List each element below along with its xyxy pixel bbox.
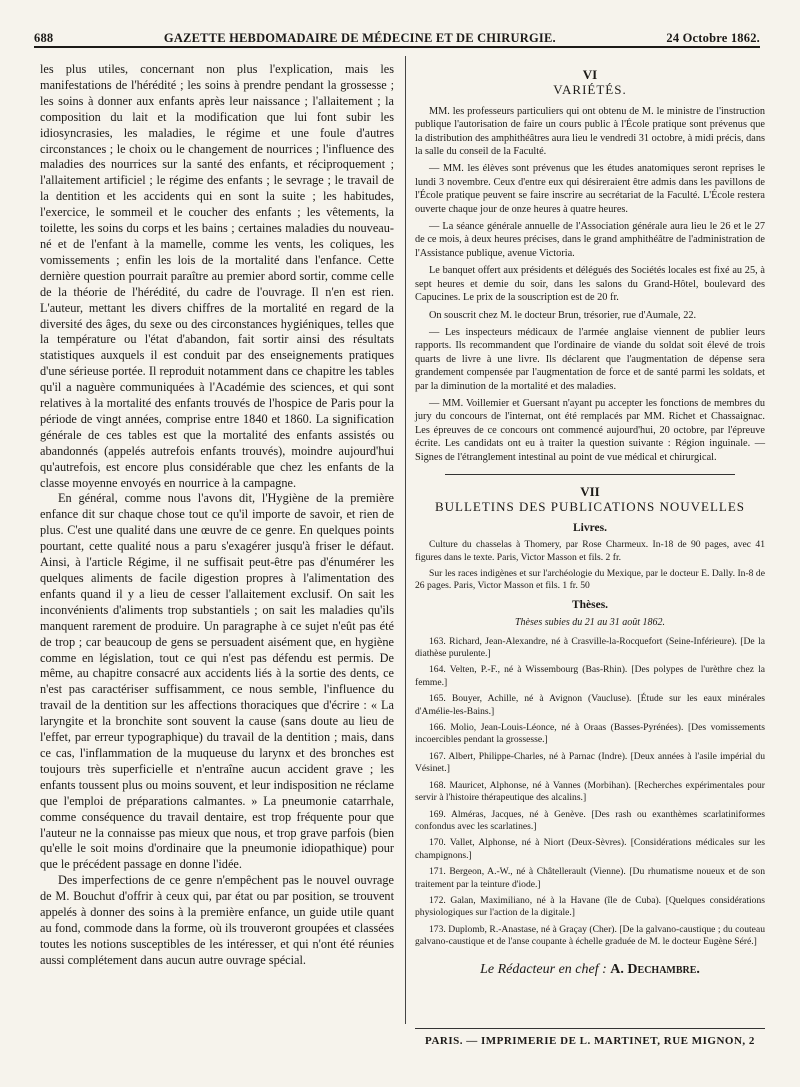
thesis-entry: 166. Molio, Jean-Louis-Léonce, né à Oraas (Basses-Pyrénées). [Des vomissements incoercibles pendant la grossesse.] xyxy=(415,722,765,746)
column-divider xyxy=(405,56,406,1024)
left-paragraph-3: Des imperfections de ce genre n'empêchent pas le nouvel ouvrage de M. Bouchut d'offrir à ceux qui, par état ou par position, se trouvent appelés à donner des soins à la première enfance, un guide utile quant au fond, commode dans la forme, où ils trouveront groupées et classées toutes les notions susceptibles de les intéresser, et qui n'ont été réunies aussi complétement dans aucun autre ouvrage spécial. xyxy=(40,873,394,967)
varietes-paragraph: Le banquet offert aux présidents et délégués des Sociétés locales est fixé au 25, à sept heures et demie du soir, dans les salons du Grand-Hôtel, boulevard des Capucines. Le prix de la souscription est de 20 fr. xyxy=(415,265,765,304)
section-6-title: VARIÉTÉS. xyxy=(553,82,627,98)
printer-imprint: PARIS. — IMPRIMERIE DE L. MARTINET, RUE MIGNON, 2 xyxy=(415,1028,765,1047)
left-paragraph-1: les plus utiles, concernant non plus l'explication, mais les manifestations de l'hérédité ; les soins à prendre pendant la grossesse ; les soins à donner aux enfants après leur naissance ; l'allaitement ; la composition du lait et la modification que lui font subir les idiosyncrasies, les maladies, le régime et une foule d'autres circonstances ; le choix ou le changement de nourrices ; l'influence des maladies des nourrices sur la santé des enfants, et réciproquement ; l'allaitement artificiel ; le régime des enfants ; le sevrage ; le travail de la dentition et les accidents qui en sont la suite ; les habitudes, l'exercice, le sommeil et le coucher des enfants ; les vêtements, la toilette, les soins du corps et les bains ; certaines maladies du nouveau-né et de l'enfant à la mamelle, comme les vents, les coliques, les vomissements ; enfin les lois de la mortalité dans l'enfance. Cette dernière question pourrait paraître au premier abord sortir, comme celle de la théorie de l'hérédité, du cadre de l'ouvrage. Il n'en est rien. L'auteur, mettant les divers chiffres de la mortalité en regard de la diversité des âges, du sexe ou des circonstances hygiéniques, telles que la température ou l'état d'abandon, fait sortir ainsi des résultats statistiques auxquels il est conduit par des enseignements pratiques d'une sérieuse portée. Il reproduit notamment dans ce chapitre les tables qu'il a naguère communiquées à l'Académie des sciences, et qui sont relatives à la mortalité des enfants trouvés de l'hospice de Paris pour la période de vingt années, comprise entre 1840 et 1860. La signification générale de ces tables est que la mortalité des enfants assistés ou abandonnés (appelés autrefois enfants trouvés), moindre aujourd'hui qu'autrefois, est encore plus considérable que chez les enfants de la classe moyenne envoyés en nourrice à la campagne. xyxy=(40,62,394,490)
thesis-entry: 173. Duplomb, R.-Anastase, né à Graçay (Cher). [De la galvano-caustique ; du couteau galvano-caustique et de l'anse coupante à échelle graduée de M. le docteur Eugène Séré.] xyxy=(415,923,765,948)
editor-signature xyxy=(415,963,765,976)
page-number: 688 xyxy=(34,31,54,45)
thesis-entry: 163. Richard, Jean-Alexandre, né à Crasville-la-Rocquefort (Seine-Inférieure). [De la diathèse purulente.] xyxy=(415,635,765,660)
section-rule xyxy=(445,474,735,475)
section-7-number: VII xyxy=(580,483,600,499)
thesis-entry: 170. Vallet, Alphonse, né à Niort (Deux-Sèvres). [Considérations médicales sur les champignons.] xyxy=(415,837,765,861)
thesis-entry: 169. Alméras, Jacques, né à Genève. [Des rash ou exanthèmes scarlatiniformes confondus avec les scarlatines.] xyxy=(415,808,765,832)
varietes-paragraph: — La séance générale annuelle de l'Association générale aura lieu le 26 et le 27 de ce mois, à deux heures précises, dans le grand amphithéâtre de l'administration de l'Assistance publique, avenue Victoria. xyxy=(415,221,765,259)
theses-subheading: Thèses subies du 21 au 31 août 1862. xyxy=(515,617,665,629)
section-6-number: VI xyxy=(582,67,598,82)
thesis-entry: 171. Bergeon, A.-W., né à Châtellerault (Vienne). [Du rhumatisme noueux et de son traitement par la teinture d'iode.] xyxy=(415,866,765,890)
thesis-entry: 172. Galan, Maximiliano, né à la Havane (île de Cuba). [Quelques considérations physiologiques sur l'action de la digitale.] xyxy=(415,894,765,919)
varietes-paragraph: MM. les professeurs particuliers qui ont obtenu de M. le ministre de l'instruction publique l'autorisation de faire un cours public à l'École pratique sont prévenus que la distribution des amphithéâtres aura lieu le vendredi 31 octobre, à midi précis, dans la salle du conseil de la Faculté. xyxy=(415,105,765,158)
section-7-title: BULLETINS DES PUBLICATIONS NOUVELLES xyxy=(434,499,746,515)
issue-date: 24 Octobre 1862. xyxy=(666,31,760,45)
left-column xyxy=(40,62,394,969)
journal-title: GAZETTE HEBDOMADAIRE DE MÉDECINE ET DE CHIRURGIE. xyxy=(163,31,556,45)
right-column xyxy=(415,62,765,976)
varietes-paragraph: — Les inspecteurs médicaux de l'armée anglaise viennent de publier leurs rapports. Ils recommandent que l'ordinaire de viande du soldat soit élevé de trois quarts de livre à une livre. Ils déclarent que l'augmentation de dépense sera grandement compensée par l'augmentation de force et de santé parmi les soldats, et par la diminution de la mortalité et des maladies. xyxy=(415,326,765,392)
editor-label: Le Rédacteur en chef : xyxy=(480,961,607,977)
editor-name: A. Dechambre. xyxy=(610,961,700,977)
book-entry: Sur les races indigènes et sur l'archéologie du Mexique, par le docteur E. Dally. In-8 de 26 pages. Paris, Victor Masson et fils. 1 fr. 50 xyxy=(415,568,765,592)
varietes-paragraph: — MM. Voillemier et Guersant n'ayant pu accepter les fonctions de membres du jury du concours de l'internat, ont été remplacés par MM. Richet et Chassaignac. Les épreuves de ce concours ont commencé aujourd'hui, 20 octobre, par l'épreuve écrite. Les candidats ont eu à traiter la question suivante : Région inguinale. — Signes de l'étranglement intestinal au point de vue médical et chirurgical. xyxy=(415,397,765,463)
thesis-entry: 165. Bouyer, Achille, né à Avignon (Vaucluse). [Étude sur les eaux minérales d'Amélie-les-Bains.] xyxy=(415,693,765,717)
varietes-paragraph: — MM. les élèves sont prévenus que les études anatomiques seront reprises le lundi 3 novembre. Ceux d'entre eux qui désireraient être admis dans les pavillons de l'École pratique peuvent se faire inscrire au secrétariat de la Faculté. L'École restera ouverte chaque jour de onze heures à quatre heures. xyxy=(415,163,765,215)
books-heading: Livres. xyxy=(573,521,607,534)
thesis-entry: 168. Mauricet, Alphonse, né à Vannes (Morbihan). [Recherches expérimentales pour servir à l'histoire thérapeutique des alcalins.] xyxy=(415,779,765,804)
thesis-entry: 164. Velten, P.-F., né à Wissembourg (Bas-Rhin). [Des polypes de l'urèthre chez la femme.] xyxy=(415,664,765,688)
varietes-paragraph: On souscrit chez M. le docteur Brun, trésorier, rue d'Aumale, 22. xyxy=(429,309,697,321)
book-entry: Culture du chasselas à Thomery, par Rose Charmeux. In-18 de 90 pages, avec 41 figures dans le texte. Paris, Victor Masson et fils. 2 fr. xyxy=(415,539,765,563)
thesis-entry: 167. Albert, Philippe-Charles, né à Parnac (Indre). [Deux années à l'asile impérial du Vésinet.] xyxy=(415,750,765,775)
theses-heading: Thèses. xyxy=(571,598,609,611)
left-paragraph-2: En général, comme nous l'avons dit, l'Hygiène de la première enfance dit sur chaque chose tout ce qu'il importe de savoir, et rien de plus. C'est une qualité dans une œuvre de ce genre. En quelques points pourtant, cette qualité nous a paru s'exagérer jusqu'à friser le défaut. Ainsi, à l'article Régime, il ne suffisait peut-être pas d'énumérer les quelques aliments de facile digestion propres à l'alimentation des enfants quand il y a lieu de cesser l'allaitement exclusif. On sait les inconvénients d'aliments trop substantiels ; on sait les maladies qu'ils manquent rarement de produire. Un paragraphe à ce sujet n'eût pas été de trop ; car beaucoup de gens se persuadent aisément que, en hygiène comme en législation, tout ce qui n'est pas défendu est permis. De même, au chapitre consacré aux accidents liés à la sortie des dents, ce n'est pas caractériser suffisamment, ce nous semble, l'influence du travail de la dentition sur les affections thoraciques que d'écrire : « La laryngite et la bronchite sont souvent la cause (sans doute au lieu de l'effet, par erreur typographique) du travail de la dentition ; mais, dans ce cas, l'inflammation de la muqueuse du larynx et des bronches est toujours très superficielle et n'entraîne aucun accident grave ; les enfants toussent plus ou moins souvent, et leur indisposition ne réclame que l'emploi de préparations calmantes. » La pneumonie catarrhale, comme conséquence du travail dentaire, est trop fréquente pour que l'auteur ne la connaisse pas mieux que nous, et trop grave parfois (bien qu'elle le soit moins d'ordinaire que la pneumonie idiopathique) pour que le précédent passage en donne l'idée. xyxy=(40,491,394,872)
page-header xyxy=(34,24,760,48)
